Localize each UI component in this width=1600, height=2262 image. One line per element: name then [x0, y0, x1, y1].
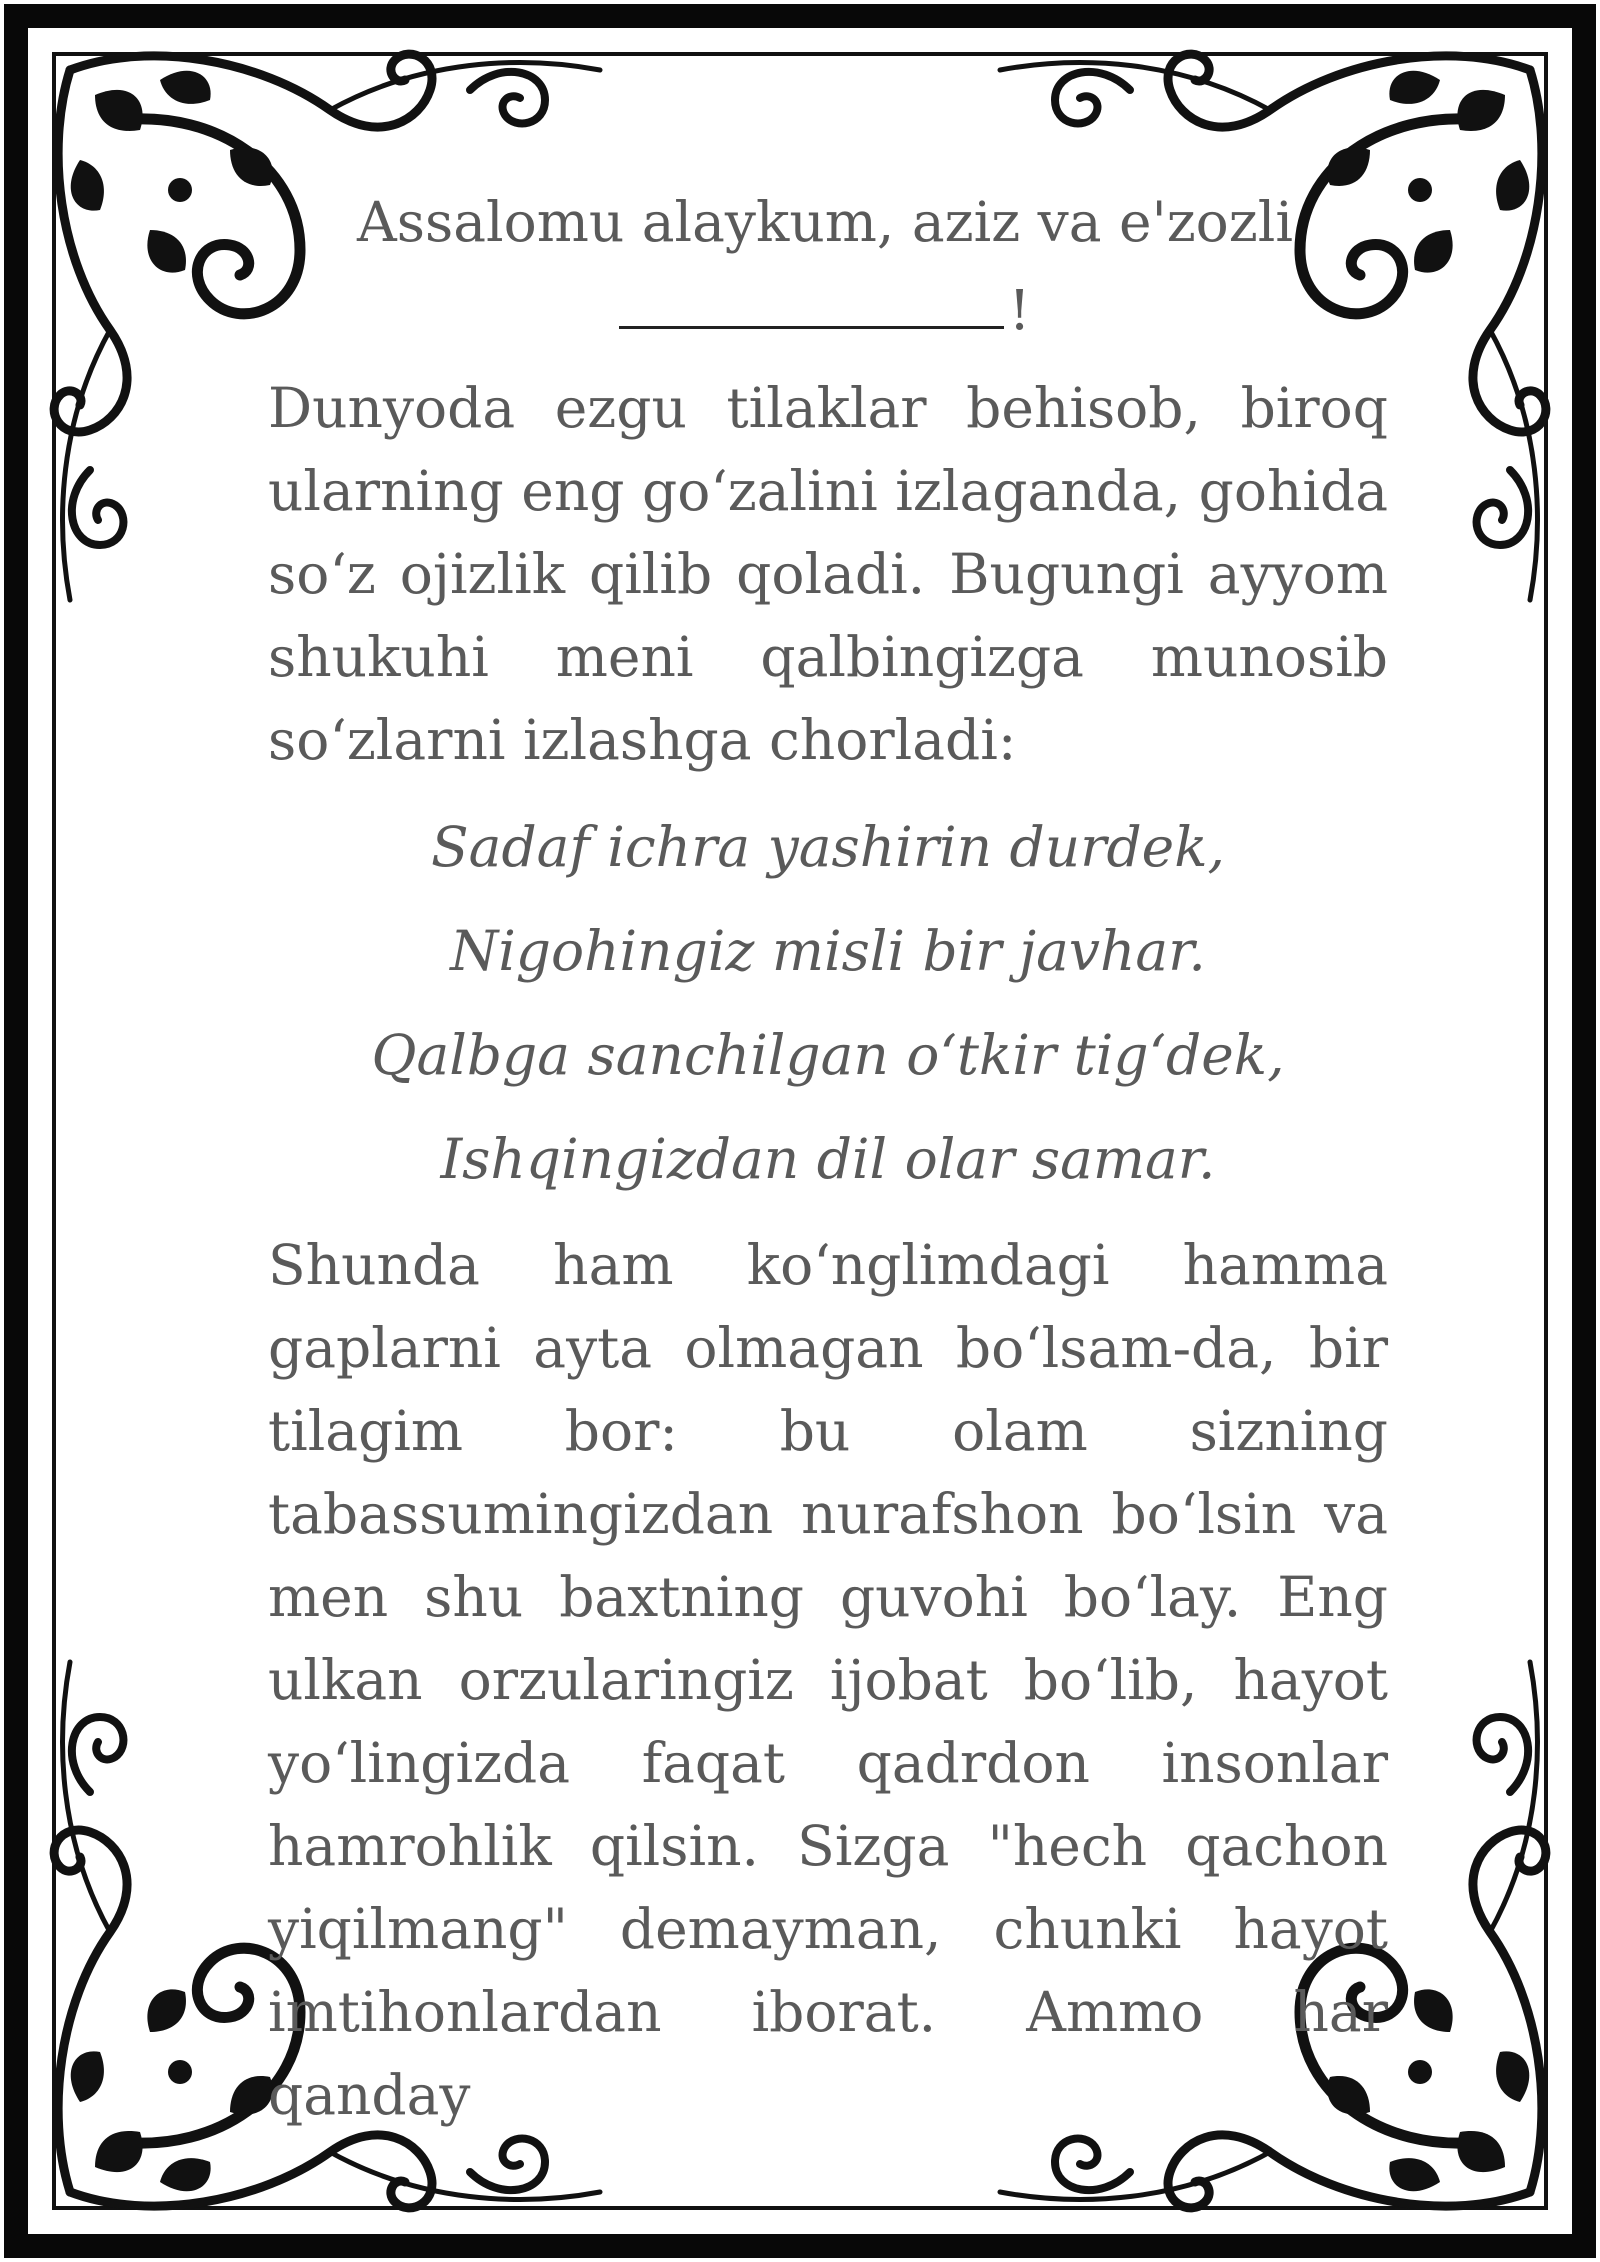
paragraph-intro: Dunyoda ezgu tilaklar behisob, biroq ularning eng go‘zalini izlaganda, gohida so‘z ojizlik qilib qoladi. Bugungi ayyom shukuhi meni qalbingizga munosib so‘zlarni izlashga chorladi:	[268, 376, 1388, 772]
paragraph-wishes: Shunda ham ko‘nglimdagi hamma gaplarni ayta olmagan bo‘lsam-da, bir tilagim bor: bu olam sizning tabassumingizdan nurafshon bo‘lsin va men shu baxtning guvohi bo‘lay. Eng ulkan orzularingiz ijobat bo‘lib, hayot yo‘lingizda faqat qadrdon insonlar hamrohlik qilsin. Sizga "hech qachon yiqilmang" demayman, chunki hayot imtihonlardan iborat. Ammo har qanday	[268, 1233, 1388, 2127]
greeting-line: Assalomu alaykum, aziz va e'zozli	[357, 190, 1293, 254]
greeting	[330, 180, 1320, 352]
verse-line: Nigohingiz misli bir javhar.	[450, 919, 1206, 983]
verse	[268, 795, 1388, 1211]
verse-line: Qalbga sanchilgan o‘tkir tig‘dek,	[371, 1023, 1285, 1087]
greeting-exclamation: !	[1008, 278, 1031, 342]
greeting-recipient-line	[330, 264, 1320, 352]
verse-line: Ishqingizdan dil olar samar.	[440, 1127, 1216, 1191]
verse-line: Sadaf ichra yashirin durdek,	[430, 815, 1226, 879]
recipient-name-blank[interactable]	[619, 264, 1004, 329]
